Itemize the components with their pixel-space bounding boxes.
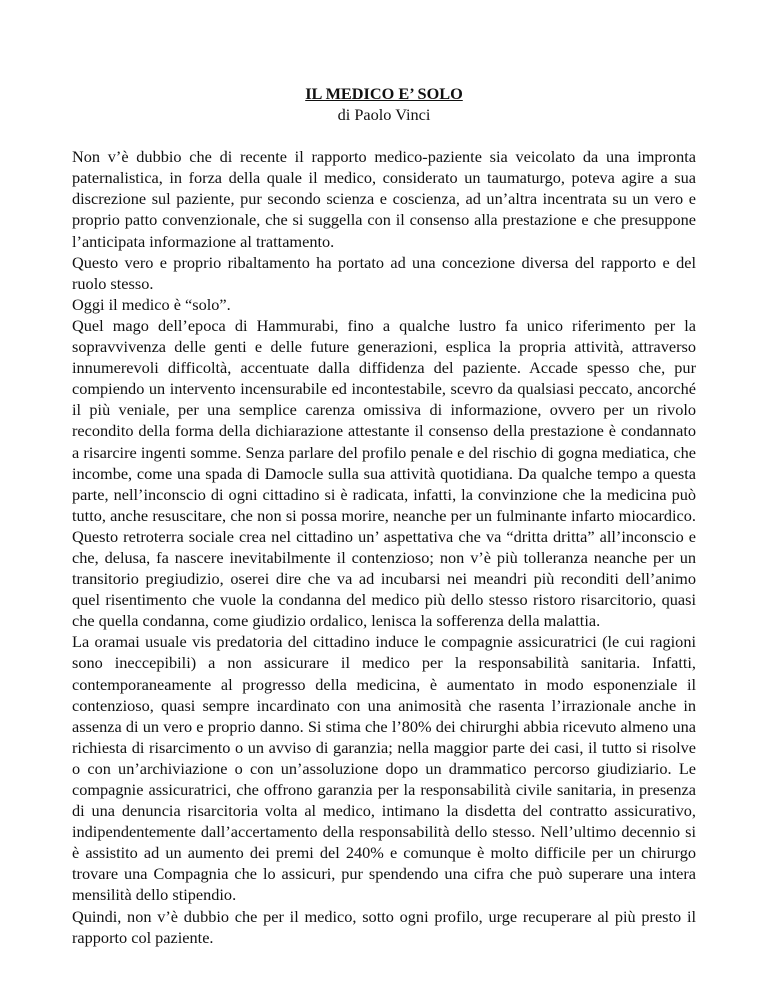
paragraph-5: La oramai usuale vis predatoria del cittadino induce le compagnie assicuratrici (le cui ragioni sono ineccepibili) a non assicurare il medico per la responsabilità sanitaria. Infatti, contemporaneamente al progresso della medicina, è aumentato in modo esponenziale il contenzioso, quasi sempre incardinato con una animosità che rasenta l’irrazionale anche in assenza di un vero e proprio danno. Si stima che l’80% dei chirurghi abbia ricevuto almeno una richiesta di risarcimento o un avviso di garanzia; nella maggior parte dei casi, il tutto si risolve o con un’archiviazione o con un’assoluzione dopo un drammatico percorso giudiziario. Le compagnie assicuratrici, che offrono garanzia per la responsabilità civile sanitaria, in presenza di una denuncia risarcitoria volta al medico, intimano la disdetta del contratto assicurativo, indipendentemente dall’accertamento della responsabilità dello stesso. Nell’ultimo decennio si è assistito ad un aumento dei premi del 240% e comunque è molto difficile per un chirurgo trovare una Compagnia che lo assicuri, pur spendendo una cifra che può superare una intera mensilità dello stipendio.: [72, 632, 696, 905]
paragraph-1: Non v’è dubbio che di recente il rapporto medico-paziente sia veicolato da una impronta paternalistica, in forza della quale il medico, considerato un taumaturgo, poteva agire a sua discrezione sul paziente, pur secondo scienza e coscienza, ad un’altra incentrata su un vero e proprio patto convenzionale, che si suggella con il consenso alla prestazione e che presuppone l’anticipata informazione al trattamento.: [72, 147, 696, 251]
document-title: IL MEDICO E’ SOLO: [305, 84, 463, 103]
paragraph-2: Questo vero e proprio ribaltamento ha portato ad una concezione diversa del rapporto e del ruolo stesso.: [72, 252, 696, 293]
paragraph-4: Quel mago dell’epoca di Hammurabi, fino a qualche lustro fa unico riferimento per la sopravvivenza delle genti e delle future generazioni, esplica la propria attività, attraverso innumerevoli difficoltà, accentuate dalla diffidenza del paziente. Accade spesso che, pur compiendo un intervento incensurabile ed incontestabile, scevro da qualsiasi peccato, ancorché il più veniale, per una semplice carenza omissiva di informazione, ovvero per un rivolo recondito della forma della dichiarazione attestante il consenso della prestazione è condannato a risarcire ingenti somme. Senza parlare del profilo penale e del rischio di gogna mediatica, che incombe, come una spada di Damocle sulla sua attività quotidiana. Da qualche tempo a questa parte, nell’inconscio di ogni cittadino si è radicata, infatti, la convinzione che la medicina può tutto, anche resuscitare, che non si possa morire, neanche per un fulminante infarto miocardico. Questo retroterra sociale crea nel cittadino un’ aspettativa che va “dritta dritta” all’inconscio e che, delusa, fa nascere inevitabilmente il contenzioso; non v’è più tolleranza neanche per un transitorio pregiudizio, oserei dire che va ad incubarsi nei meandri più reconditi dell’animo quel risentimento che vuole la condanna del medico più dello stesso ristoro risarcitorio, quasi che quella condanna, come giudizio ordalico, lenisca la sofferenza della malattia.: [72, 315, 696, 631]
document-author: di Paolo Vinci: [337, 105, 431, 125]
paragraph-6: Quindi, non v’è dubbio che per il medico, sotto ogni profilo, urge recuperare al più presto il rapporto col paziente.: [72, 906, 696, 947]
document-body: [72, 83, 696, 948]
paragraph-3: Oggi il medico è “solo”.: [72, 294, 231, 314]
